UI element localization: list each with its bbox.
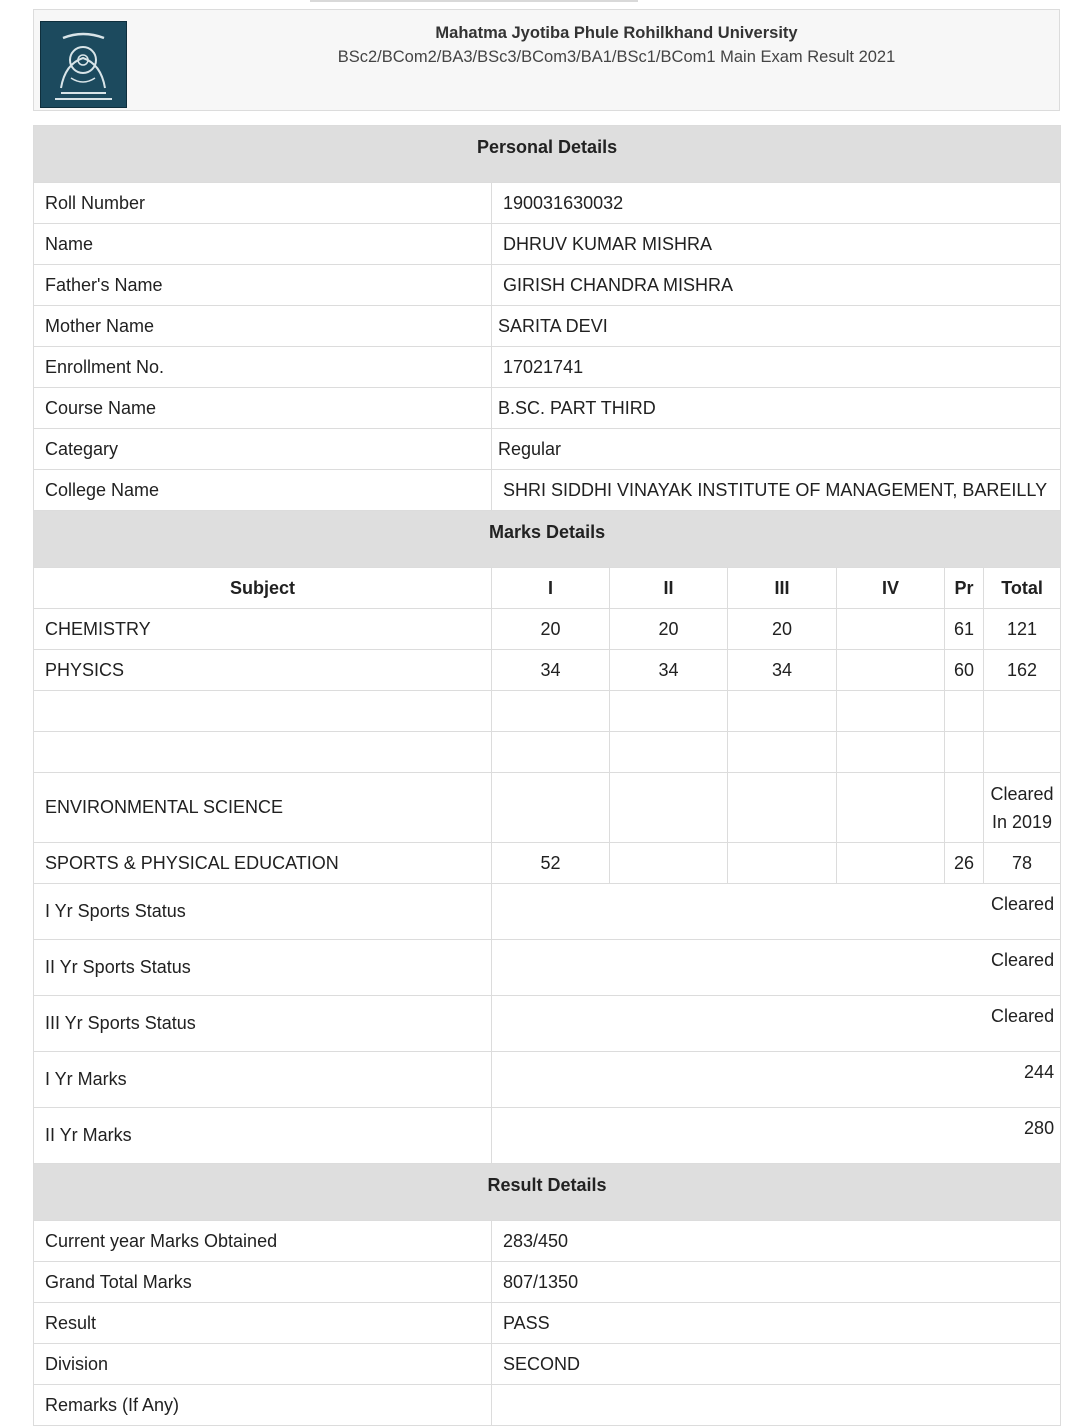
status-row [34,1108,1061,1164]
result-label: Result [34,1303,492,1344]
subject-name: SPORTS & PHYSICAL EDUCATION [34,843,492,884]
name-value: DHRUV KUMAR MISHRA [492,224,1061,265]
mark-iv [837,609,945,650]
mark-practical: 61 [945,609,984,650]
mark-i: 52 [492,843,610,884]
result-label: Remarks (If Any) [34,1385,492,1426]
result-table [33,125,1061,1426]
result-row [34,1344,1061,1385]
division-value: SECOND [492,1344,1061,1385]
enrollment-value: 17021741 [492,347,1061,388]
college-name-value: SHRI SIDDHI VINAYAK INSTITUTE OF MANAGEMENT, BAREILLY [492,470,1061,511]
top-divider [310,0,638,2]
result-row [34,1385,1061,1426]
grand-total-value: 807/1350 [492,1262,1061,1303]
detail-label: Father's Name [34,265,492,306]
status-value: Cleared [492,940,1061,996]
detail-row [34,183,1061,224]
detail-row [34,224,1061,265]
mark-i [492,732,610,773]
course-name-value: B.SC. PART THIRD [492,388,1061,429]
mark-total [984,691,1061,732]
mark-total [984,732,1061,773]
status-row [34,940,1061,996]
mark-practical: 26 [945,843,984,884]
mark-iv [837,691,945,732]
result-row [34,1303,1061,1344]
status-value: 244 [492,1052,1061,1108]
result-header [33,9,1060,111]
mark-iii: 34 [728,650,837,691]
detail-label: Name [34,224,492,265]
mark-ii: 34 [610,650,728,691]
marks-row [34,732,1061,773]
mark-ii [610,691,728,732]
detail-row [34,265,1061,306]
detail-label: Mother Name [34,306,492,347]
mark-i [492,691,610,732]
detail-label: Enrollment No. [34,347,492,388]
result-label: Current year Marks Obtained [34,1221,492,1262]
category-value: Regular [492,429,1061,470]
result-label: Division [34,1344,492,1385]
col-total: Total [984,568,1061,609]
marks-row [34,650,1061,691]
marks-row [34,609,1061,650]
status-label: III Yr Sports Status [34,996,492,1052]
marks-row [34,843,1061,884]
mark-total: 121 [984,609,1061,650]
mother-name-value: SARITA DEVI [492,306,1061,347]
current-year-marks-value: 283/450 [492,1221,1061,1262]
father-name-value: GIRISH CHANDRA MISHRA [492,265,1061,306]
detail-row [34,306,1061,347]
mark-i: 34 [492,650,610,691]
status-label: I Yr Sports Status [34,884,492,940]
detail-label: College Name [34,470,492,511]
status-value: 280 [492,1108,1061,1164]
result-row [34,1262,1061,1303]
status-row [34,1052,1061,1108]
col-subject: Subject [34,568,492,609]
detail-row [34,470,1061,511]
university-seal-icon [40,21,127,108]
mark-iii [728,691,837,732]
subject-name [34,691,492,732]
mark-iii [728,732,837,773]
detail-label: Course Name [34,388,492,429]
status-value: Cleared [492,884,1061,940]
result-details-heading: Result Details [34,1164,1061,1221]
marks-column-headers [34,568,1061,609]
col-paper-iii: III [728,568,837,609]
col-paper-iv: IV [837,568,945,609]
mark-total: Cleared In 2019 [984,773,1061,843]
mark-ii [610,732,728,773]
mark-practical [945,773,984,843]
col-paper-ii: II [610,568,728,609]
mark-iv [837,773,945,843]
mark-iv [837,732,945,773]
marks-row [34,773,1061,843]
col-paper-i: I [492,568,610,609]
col-practical: Pr [945,568,984,609]
mark-practical [945,691,984,732]
detail-label: Roll Number [34,183,492,224]
mark-i: 20 [492,609,610,650]
status-row [34,996,1061,1052]
subject-name: CHEMISTRY [34,609,492,650]
personal-details-heading: Personal Details [34,126,1061,183]
mark-iii [728,843,837,884]
detail-row [34,388,1061,429]
result-value: PASS [492,1303,1061,1344]
status-label: I Yr Marks [34,1052,492,1108]
mark-ii: 20 [610,609,728,650]
detail-label: Categary [34,429,492,470]
roll-number-value: 190031630032 [492,183,1061,224]
mark-practical: 60 [945,650,984,691]
status-value: Cleared [492,996,1061,1052]
mark-iv [837,843,945,884]
mark-iii [728,773,837,843]
marks-row [34,691,1061,732]
mark-i [492,773,610,843]
subject-name: ENVIRONMENTAL SCIENCE [34,773,492,843]
mark-iv [837,650,945,691]
status-row [34,884,1061,940]
subject-name [34,732,492,773]
status-label: II Yr Marks [34,1108,492,1164]
remarks-value [492,1385,1061,1426]
detail-row [34,429,1061,470]
mark-practical [945,732,984,773]
mark-ii [610,773,728,843]
mark-total: 162 [984,650,1061,691]
result-row [34,1221,1061,1262]
mark-ii [610,843,728,884]
mark-total: 78 [984,843,1061,884]
mark-iii: 20 [728,609,837,650]
university-name: Mahatma Jyotiba Phule Rohilkhand University [435,24,798,42]
exam-title: BSc2/BCom2/BA3/BSc3/BCom3/BA1/BSc1/BCom1 Main Exam Result 2021 [337,48,896,66]
status-label: II Yr Sports Status [34,940,492,996]
marks-details-heading: Marks Details [34,511,1061,568]
detail-row [34,347,1061,388]
subject-name: PHYSICS [34,650,492,691]
result-label: Grand Total Marks [34,1262,492,1303]
